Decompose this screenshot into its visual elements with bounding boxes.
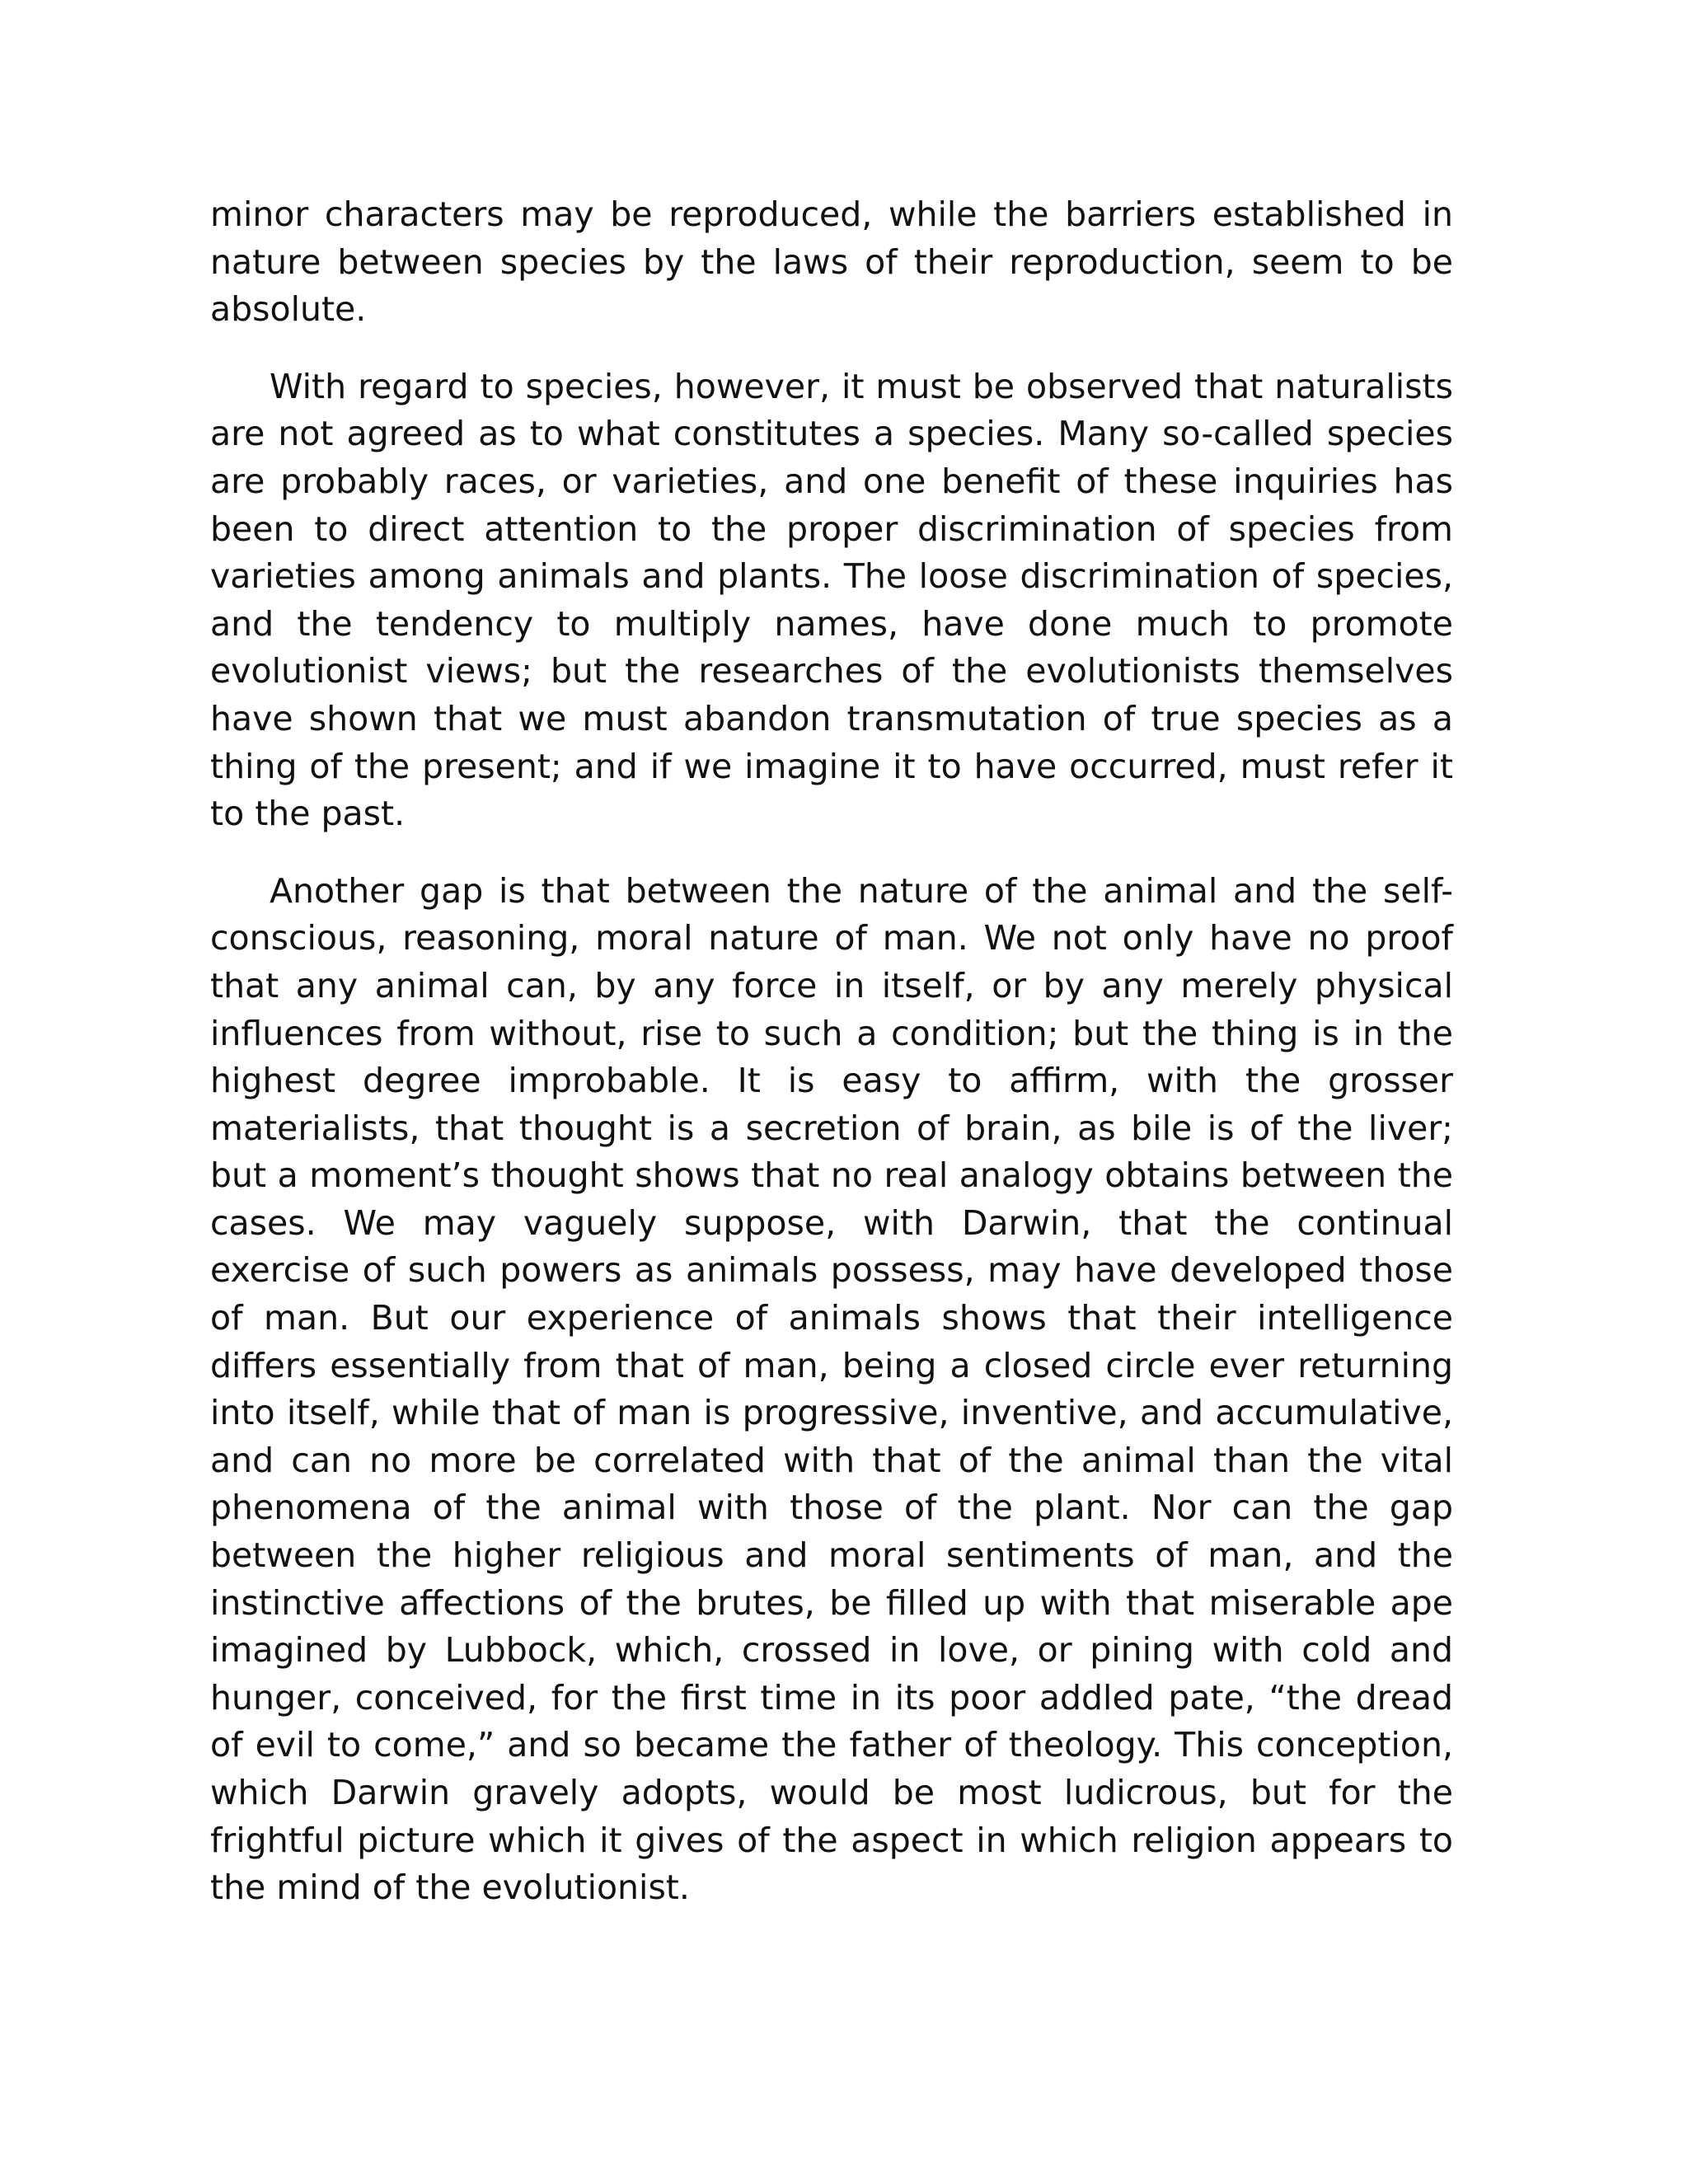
paragraph-2: With regard to species, however, it must be observed that naturalists are not agreed as to what constitutes a species. Many so-called species are probably races, or varieties, and one benefit of these inquiries has been to direct attention to the proper discrimination of species from varieties among animals and plants. The loose discrimination of species, and the tendency to multiply names, have done much to promote evolutionist views; but the researches of the evolutionists themselves have shown that we must abandon transmutation of true species as a thing of the present; and if we imagine it to have occurred, must refer it to the past.	[210, 366, 1453, 834]
document-page	[210, 191, 1453, 1942]
paragraph-3: Another gap is that between the nature of the animal and the self-conscious, reasoning, moral nature of man. We not only have no proof that any animal can, by any force in itself, or by any merely physical influences from without, rise to such a condition; but the thing is in the highest degree improbable. It is easy to affirm, with the grosser materialists, that thought is a secretion of brain, as bile is of the liver; but a moment’s thought shows that no real analogy obtains between the cases. We may vaguely suppose, with Darwin, that the continual exercise of such powers as animals possess, may have developed those of man. But our experience of animals shows that their intelligence differs essentially from that of man, being a closed circle ever returning into itself, while that of man is progressive, inventive, and accumulative, and can no more be correlated with that of the animal than the vital phenomena of the animal with those of the plant. Nor can the gap between the higher religious and moral sentiments of man, and the instinctive affections of the brutes, be filled up with that miserable ape imagined by Lubbock, which, crossed in love, or pining with cold and hunger, conceived, for the first time in its poor addled pate, “the dread of evil to come,” and so became the father of theology. This conception, which Darwin gravely adopts, would be most ludicrous, but for the frightful picture which it gives of the aspect in which religion appears to the mind of the evolutionist.	[210, 870, 1453, 1908]
paragraph-1: minor characters may be reproduced, while the barriers established in nature between species by the laws of their reproduction, seem to be absolute.	[210, 194, 1453, 330]
